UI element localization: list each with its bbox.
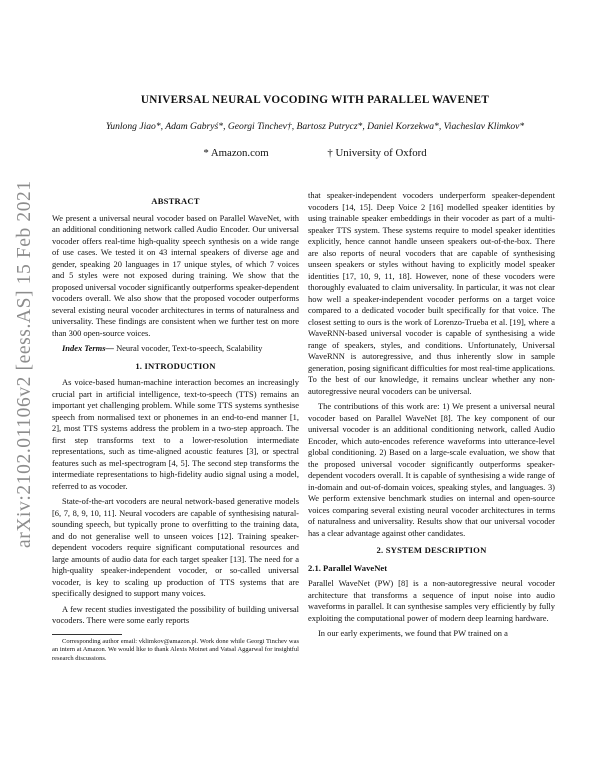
intro-continued-paragraph: that speaker-independent vocoders underperform speaker-dependent vocoders [14, 15]. Deep Voice 2 [16] modelled speaker identities by using trainable speaker embeddings in their vocoder as part of a multi-speaker TTS system. These systems require to model speaker identities explicitly, hence cannot handle unseen speakers out-of-the-box. There are also reports of neural vocoders that are capable of synthesising unseen speakers or styles without having to explicitly model speaker identities [17, 10, 9, 11, 18]. However, none of these vocoders were thoroughly evaluated to claim universality. In particular, it was not clear how well a speaker-independent vocoder performs on a target voice compared to a dedicated vocoder built specifically for that voice. The closest setting to ours is the work of Lorenzo-Trueba et al. [19], where a WaveRNN-based universal vocoder is capable of synthesising a wide range of speakers, styles, and conditions. Unfortunately, Universal WaveRNN is autoregressive, and thus inherently slow in sample generation, posing significant difficulties for most real-time applications. To the best of our knowledge, it remains unclear whether any non-autoregressive neural vocoders can be universal. — [308, 190, 555, 396]
early-experiments-paragraph: In our early experiments, we found that PW trained on a — [318, 628, 508, 638]
affiliation-amazon: * Amazon.com — [203, 147, 269, 159]
abstract-heading: ABSTRACT — [151, 196, 200, 206]
affiliation-oxford: † University of Oxford — [327, 147, 427, 159]
arxiv-identifier: arXiv:2102.01106v2 [eess.AS] 15 Feb 2021 — [14, 180, 35, 548]
intro-paragraph-3: A few recent studies investigated the possibility of building universal vocoders. There were some early reports — [52, 603, 299, 625]
parallel-wavenet-heading: 2.1. Parallel WaveNet — [308, 562, 388, 573]
footnote-divider — [52, 634, 122, 635]
index-terms-label: Index Terms— — [62, 343, 114, 353]
abstract-text: We present a universal neural vocoder based on Parallel WaveNet, with an additional conditioning network called Audio Encoder. Our universal vocoder offers real-time high-quality speech synthesis on a wide range of use cases. We tested it on 43 internal speakers of diverse age and gender, speaking 20 languages in 17 unique styles, of which 7 voices and 5 styles were not exposed during training. We show that the proposed universal vocoder significantly outperforms speaker-dependent vocoders overall. We also show that the proposed vocoder outperforms several existing neural vocoder architectures in terms of naturalness and universality. These findings are consistent when we further test on more than 300 open-source voices. — [52, 212, 299, 338]
footnote: Corresponding author email: vklimkov@amazon.pl. Work done while Georgi Tinchev was an intern at Amazon. We would like to thank Alexis Moinet and Vatsal Aggarwal for insightful research discussions. — [52, 637, 299, 662]
right-column — [308, 190, 555, 644]
intro-heading: 1. INTRODUCTION — [135, 360, 216, 371]
left-column — [52, 190, 299, 667]
system-description-heading: 2. SYSTEM DESCRIPTION — [376, 545, 487, 555]
paper-title: UNIVERSAL NEURAL VOCODING WITH PARALLEL WAVENET — [140, 94, 490, 106]
author-list: Yunlong Jiao*, Adam Gabryś*, Georgi Tinchev†, Bartosz Putrycz*, Daniel Korzekwa*, Viacheslav Klimkov* — [105, 121, 525, 132]
affiliations — [60, 147, 570, 159]
contributions-paragraph: The contributions of this work are: 1) We present a universal neural vocoder based on Parallel WaveNet [8]. The key component of our universal vocoder is an additional conditioning network, called Audio Encoder, which auto-encodes reference waveforms into utterance-level global conditioning. 2) Based on a large-scale evaluation, we show that the proposed universal vocoder significantly outperforms speaker-dependent vocoders overall. It is capable of synthesising a wide range of in-domain and out-of-domain voices, speaking styles, and languages. 3) We perform extensive benchmark studies on internal and open-source voices comparing several existing neural vocoder architectures in terms of naturalness and universality. Results show that our universal vocoder has a clear advantage against other candidates. — [308, 401, 555, 538]
index-terms-text: Neural vocoder, Text-to-speech, Scalability — [113, 343, 263, 353]
intro-paragraph-2: State-of-the-art vocoders are neural network-based generative models [6, 7, 8, 9, 10, 11]. Neural vocoders are capable of synthesising natural-sounding speech, but typically prone to overfitting to the training data, and do not generalise well to unseen voices [12]. Training speaker-dependent vocoders require significant computational resources and large amounts of audio data for each target speaker [13]. The need for a high-quality speaker-independent vocoder, or so-called universal vocoder, is key to scaling up production of TTS systems that are specifically designed to support many voices. — [52, 496, 299, 598]
intro-paragraph-1: As voice-based human-machine interaction becomes an increasingly crucial part in artificial intelligence, text-to-speech (TTS) remains an important yet challenging problem. While some TTS systems synthesise speech from normalised text or phonemes in an end-to-end manner [1, 2], most TTS systems address the problem in a two-step approach. The first step transforms text to a lower-resolution intermediate representations, such as time-aligned acoustic features [3], or spectral features such as mel-spectrogram [4, 5]. The second step transforms the intermediate representations to high-fidelity audio signal using a model, referred to as vocoder. — [52, 377, 299, 491]
parallel-wavenet-paragraph: Parallel WaveNet (PW) [8] is a non-autoregressive neural vocoder architecture that transforms a sequence of input noise into audio waveforms in parallel. It can synthesise samples very efficiently by fully exploiting the computational power of modern deep learning hardware. — [308, 578, 555, 623]
index-terms — [52, 343, 299, 355]
